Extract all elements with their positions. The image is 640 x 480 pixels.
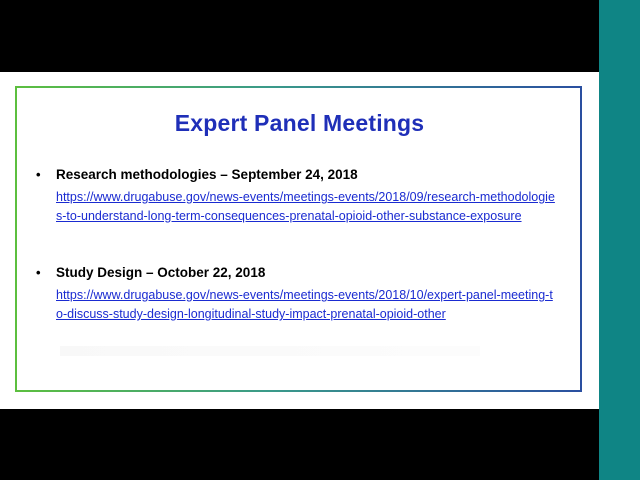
presentation-slide	[0, 72, 599, 409]
bullet-icon: •	[36, 265, 41, 280]
list-item-study-design	[36, 265, 576, 324]
list-item-header	[36, 167, 576, 182]
side-color-bar	[599, 0, 640, 480]
slide-title: Expert Panel Meetings	[174, 110, 425, 136]
bullet-icon: •	[36, 167, 41, 182]
list-item-research-methodologies	[36, 167, 576, 226]
faint-background-text	[60, 346, 480, 356]
meeting-link[interactable]: https://www.drugabuse.gov/news-events/meetings-events/2018/10/expert-panel-meeting-to-discuss-study-design-longitudinal-study-impact-prenatal-opioid-other	[56, 288, 553, 321]
meeting-link[interactable]: https://www.drugabuse.gov/news-events/meetings-events/2018/09/research-methodologies-to-understand-long-term-consequences-prenatal-opioid-other-substance-exposure	[56, 190, 555, 223]
item-heading: Study Design – October 22, 2018	[56, 265, 266, 280]
item-heading: Research methodologies – September 24, 2018	[56, 167, 358, 182]
list-item-header	[36, 265, 576, 280]
